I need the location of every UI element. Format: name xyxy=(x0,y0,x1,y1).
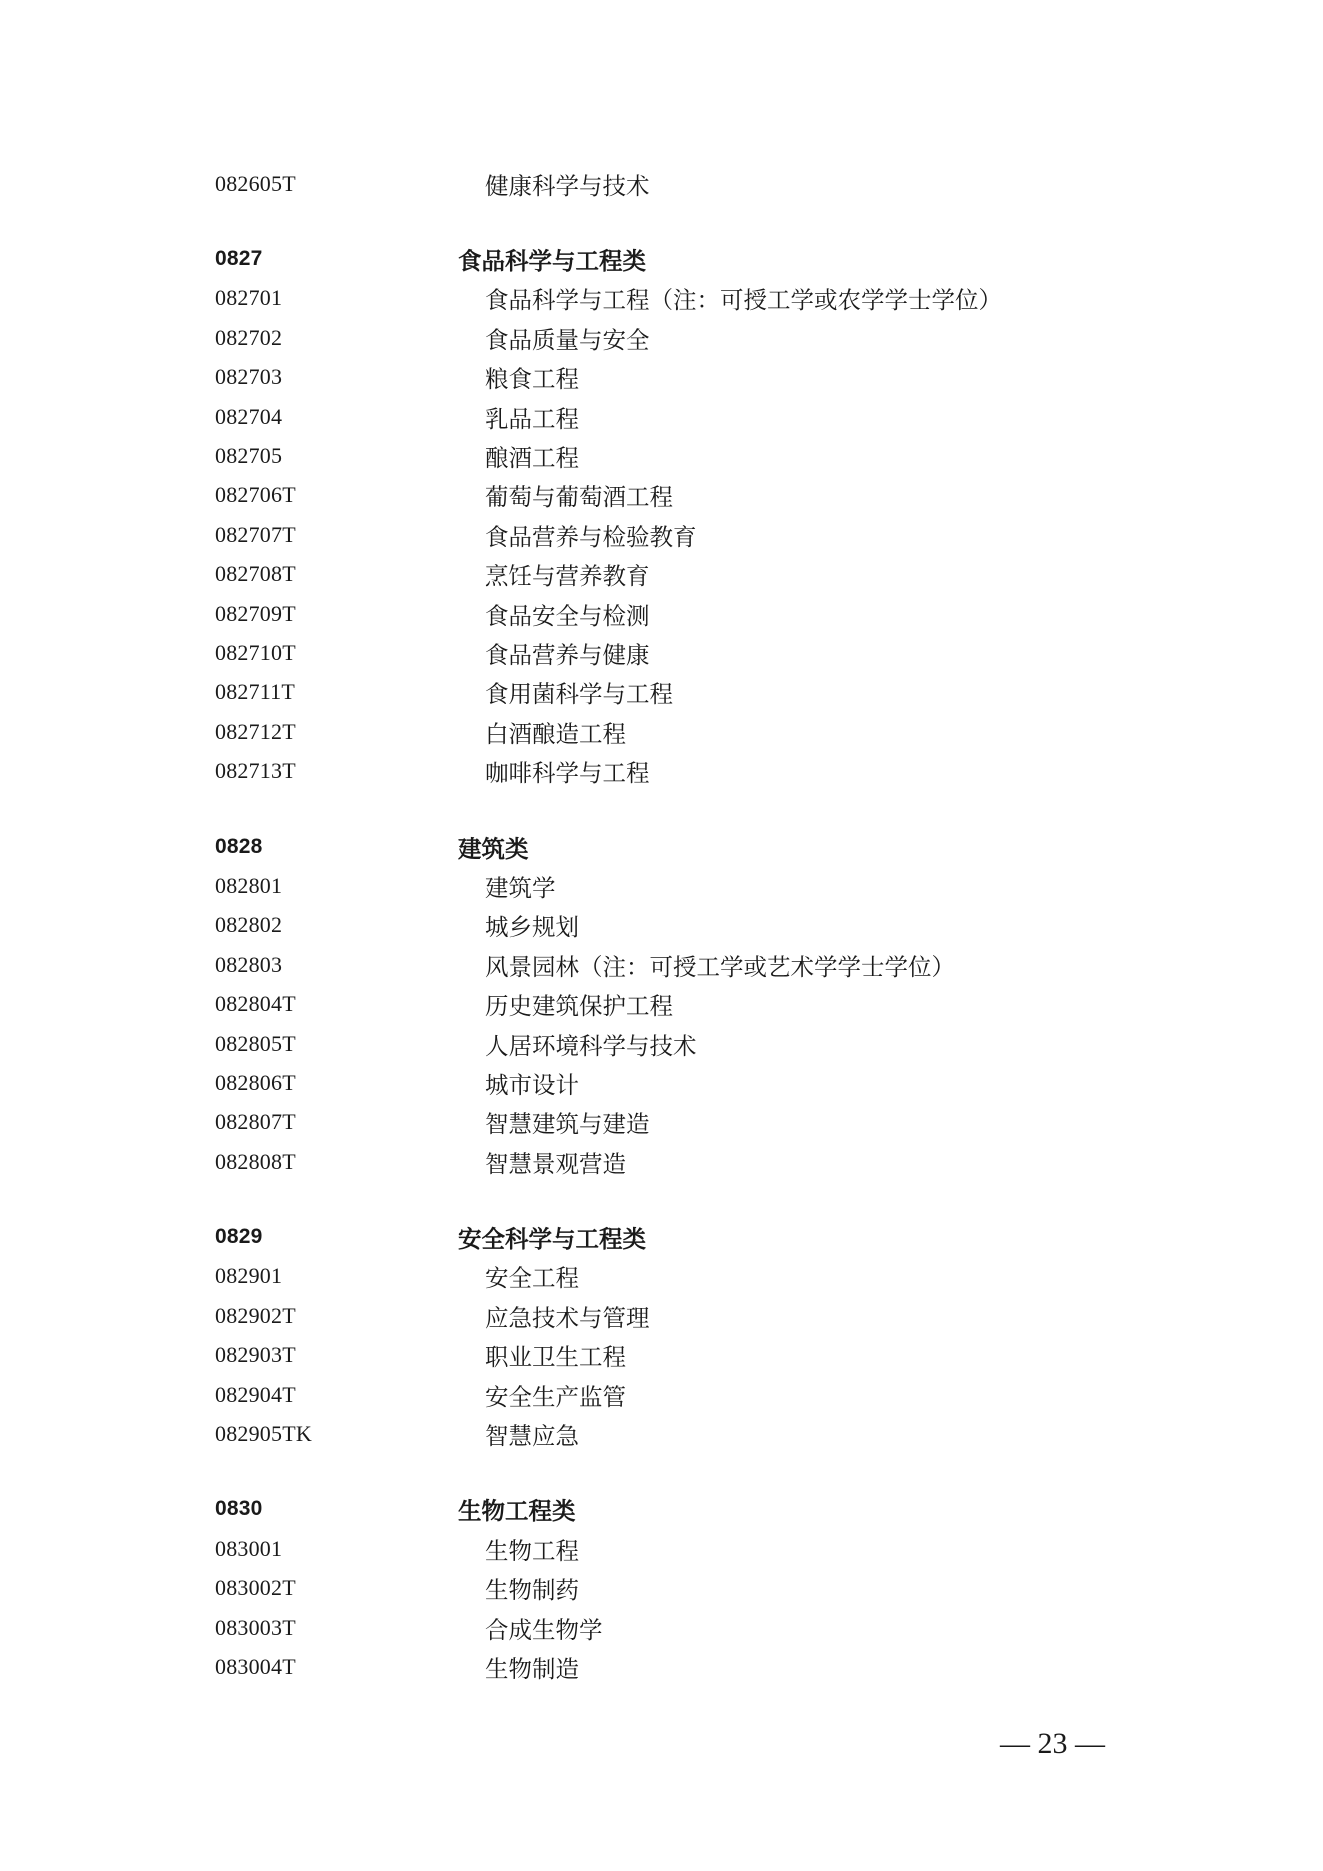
category-name: 生物工程类 xyxy=(458,1497,576,1526)
major-code: 082703 xyxy=(215,364,283,390)
major-row xyxy=(215,1257,1115,1296)
major-name: 白酒酿造工程 xyxy=(485,719,626,748)
category-name: 食品科学与工程类 xyxy=(458,247,646,276)
major-name: 建筑学 xyxy=(485,873,556,902)
major-code: 082710T xyxy=(215,639,296,665)
major-name: 乳品工程 xyxy=(485,404,579,433)
major-name: 生物制药 xyxy=(485,1576,579,1605)
major-code: 082904T xyxy=(215,1381,296,1407)
category-code: 0829 xyxy=(215,1225,263,1249)
major-name: 城乡规划 xyxy=(485,913,579,942)
major-code: 083002T xyxy=(215,1575,296,1601)
major-row xyxy=(215,594,1115,633)
major-name: 历史建筑保护工程 xyxy=(485,992,673,1021)
major-row xyxy=(215,1608,1115,1647)
major-row xyxy=(215,555,1115,594)
category-code: 0830 xyxy=(215,1497,263,1521)
major-name: 葡萄与葡萄酒工程 xyxy=(485,483,673,512)
major-code: 082902T xyxy=(215,1302,296,1328)
major-row xyxy=(215,515,1115,554)
major-name: 应急技术与管理 xyxy=(485,1303,650,1332)
major-code: 082801 xyxy=(215,872,283,898)
major-name: 智慧建筑与建造 xyxy=(485,1110,650,1139)
major-name: 食品安全与检测 xyxy=(485,601,650,630)
major-row xyxy=(215,436,1115,475)
major-name: 智慧景观营造 xyxy=(485,1149,626,1178)
major-code: 082804T xyxy=(215,991,296,1017)
major-row xyxy=(215,1296,1115,1335)
category-code: 0827 xyxy=(215,247,263,271)
major-row xyxy=(215,1103,1115,1142)
major-row xyxy=(215,1529,1115,1568)
major-name: 食品营养与检验教育 xyxy=(485,522,697,551)
major-code: 082605T xyxy=(215,170,296,196)
major-code: 082802 xyxy=(215,912,283,938)
major-row xyxy=(215,1336,1115,1375)
major-name: 城市设计 xyxy=(485,1070,579,1099)
major-row xyxy=(215,1142,1115,1181)
major-code: 083004T xyxy=(215,1653,296,1679)
major-row xyxy=(215,358,1115,397)
major-row xyxy=(215,633,1115,672)
major-row xyxy=(215,1375,1115,1414)
major-row xyxy=(215,1569,1115,1608)
major-row xyxy=(215,1063,1115,1102)
major-name: 安全生产监管 xyxy=(485,1382,626,1411)
category-name: 建筑类 xyxy=(458,834,529,863)
major-name: 食用菌科学与工程 xyxy=(485,680,673,709)
category-header-row xyxy=(215,1217,1115,1256)
major-catalog-list xyxy=(215,164,1115,1687)
major-code: 082708T xyxy=(215,561,296,587)
major-name: 健康科学与技术 xyxy=(485,171,650,200)
category-header-row xyxy=(215,239,1115,278)
major-name: 职业卫生工程 xyxy=(485,1343,626,1372)
major-row xyxy=(215,1024,1115,1063)
major-code: 082713T xyxy=(215,758,296,784)
major-code: 082905TK xyxy=(215,1421,312,1447)
major-code: 082712T xyxy=(215,718,296,744)
major-name: 食品营养与健康 xyxy=(485,640,650,669)
major-name: 风景园林（注：可授工学或艺术学学士学位） xyxy=(485,952,955,981)
category-name: 安全科学与工程类 xyxy=(458,1225,646,1254)
major-code: 082805T xyxy=(215,1030,296,1056)
major-name: 智慧应急 xyxy=(485,1422,579,1451)
major-name: 安全工程 xyxy=(485,1264,579,1293)
major-code: 082901 xyxy=(215,1263,283,1289)
major-code: 082705 xyxy=(215,443,283,469)
major-name: 烹饪与营养教育 xyxy=(485,562,650,591)
major-row xyxy=(215,279,1115,318)
major-code: 082701 xyxy=(215,285,283,311)
page-number: — 23 — xyxy=(1000,1727,1105,1760)
major-code: 082702 xyxy=(215,324,283,350)
major-code: 082706T xyxy=(215,482,296,508)
major-code: 082709T xyxy=(215,600,296,626)
major-name: 咖啡科学与工程 xyxy=(485,759,650,788)
major-row xyxy=(215,945,1115,984)
major-code: 082707T xyxy=(215,521,296,547)
major-name: 合成生物学 xyxy=(485,1615,603,1644)
major-name: 粮食工程 xyxy=(485,365,579,394)
major-name: 食品科学与工程（注：可授工学或农学学士学位） xyxy=(485,286,1002,315)
category-header-row xyxy=(215,827,1115,866)
major-code: 082711T xyxy=(215,679,296,705)
major-name: 酿酒工程 xyxy=(485,444,579,473)
major-code: 082803 xyxy=(215,951,283,977)
major-code: 082808T xyxy=(215,1148,296,1174)
major-row xyxy=(215,712,1115,751)
category-header-row xyxy=(215,1490,1115,1529)
major-name: 生物工程 xyxy=(485,1536,579,1565)
major-row xyxy=(215,984,1115,1023)
major-row xyxy=(215,1414,1115,1453)
major-row xyxy=(215,318,1115,357)
major-row xyxy=(215,164,1115,203)
major-name: 生物制造 xyxy=(485,1654,579,1683)
category-code: 0828 xyxy=(215,834,263,858)
major-name: 人居环境科学与技术 xyxy=(485,1031,697,1060)
major-code: 082903T xyxy=(215,1342,296,1368)
major-row xyxy=(215,906,1115,945)
major-row xyxy=(215,673,1115,712)
major-row xyxy=(215,397,1115,436)
major-row xyxy=(215,476,1115,515)
major-row xyxy=(215,866,1115,905)
major-row xyxy=(215,751,1115,790)
major-row xyxy=(215,1647,1115,1686)
major-code: 082806T xyxy=(215,1069,296,1095)
major-code: 083003T xyxy=(215,1614,296,1640)
major-code: 082807T xyxy=(215,1109,296,1135)
major-code: 082704 xyxy=(215,403,283,429)
major-name: 食品质量与安全 xyxy=(485,325,650,354)
major-code: 083001 xyxy=(215,1535,283,1561)
